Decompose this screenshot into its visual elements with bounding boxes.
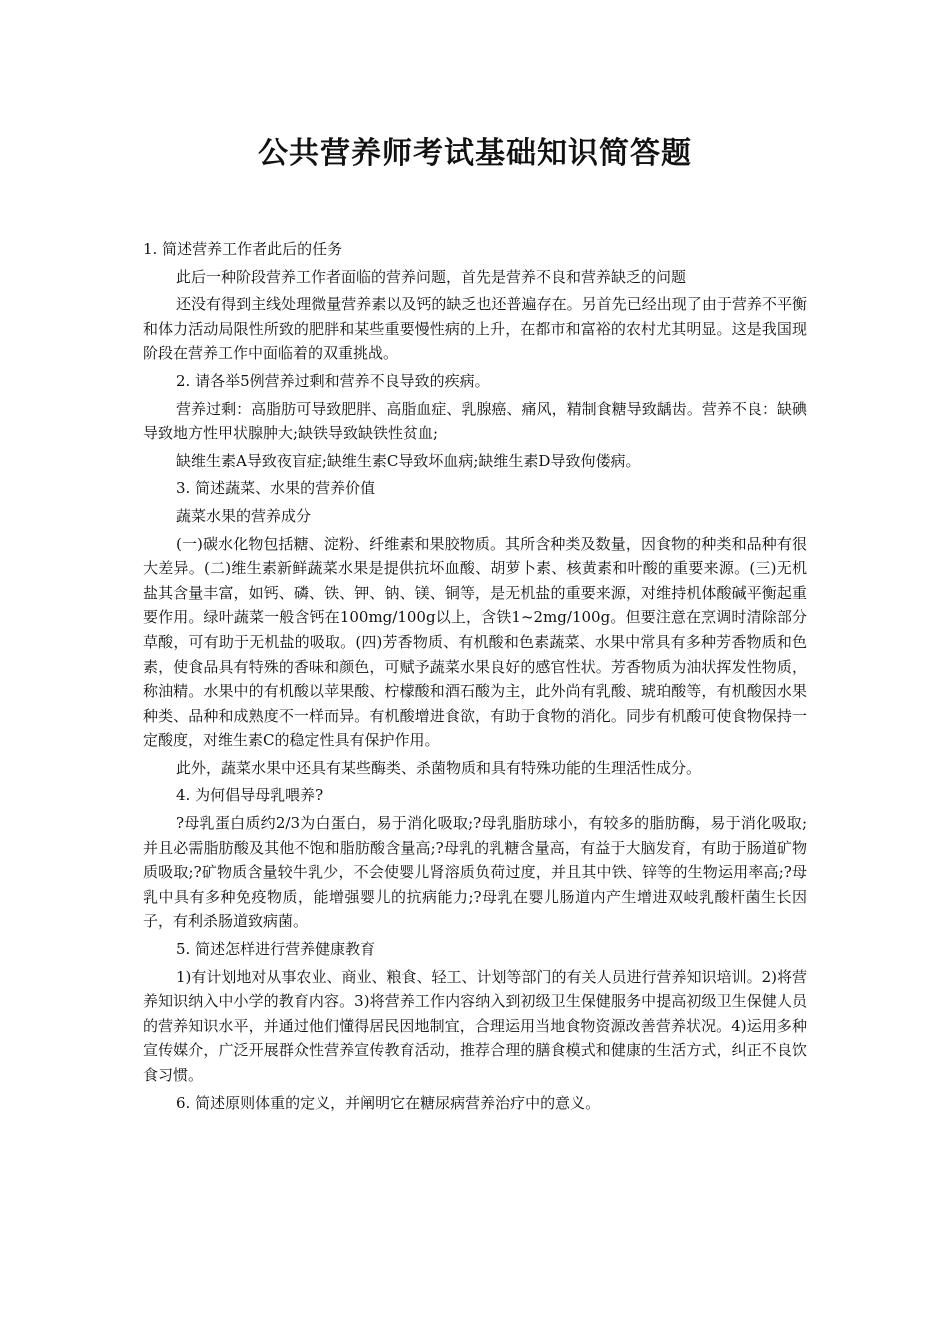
paragraph: 蔬菜水果的营养成分 bbox=[176, 506, 312, 525]
paragraph: 营养过剩：高脂肪可导致肥胖、高脂血症、乳腺癌、痛风，精制食糖导致龋齿。营养不良：缺碘导致地方性甲状腺肿大;缺铁导致缺铁性贫血; bbox=[143, 399, 807, 443]
document-title: 公共营养师考试基础知识简答题 bbox=[258, 136, 692, 171]
question-1-heading: 1. 简述营养工作者此后的任务 bbox=[143, 240, 343, 258]
paragraph: 还没有得到主线处理微量营养素以及钙的缺乏也还普遍存在。另首先已经出现了由于营养不平衡和体力活动局限性所致的肥胖和某些重要慢性病的上升，在都市和富裕的农村尤其明显。这是我国现阶段在营养工作中面临着的双重挑战。 bbox=[143, 295, 807, 363]
question-2-heading: 2. 请各举5例营养过剩和营养不良导致的疾病。 bbox=[176, 371, 490, 390]
paragraph: 此后一种阶段营养工作者面临的营养问题，首先是营养不良和营养缺乏的问题 bbox=[176, 267, 687, 286]
paragraph: (一)碳水化物包括糖、淀粉、纤维素和果胶物质。其所含种类及数量，因食物的种类和品种有很大差异。(二)维生素新鲜蔬菜水果是提供抗坏血酸、胡萝卜素、核黄素和叶酸的重要来源。(三)无机盐其含量丰富，如钙、磷、铁、钾、钠、镁、铜等，是无机盐的重要来源，对维持机体酸碱平衡起重要作用。绿叶蔬菜一般含钙在100mg/100g以上，含铁1~2mg/100g。但要注意在烹调时清除部分草酸，可有助于无机盐的吸取。(四)芳香物质、有机酸和色素蔬菜、水果中常具有多种芳香物质和色素，使食品具有特殊的香味和颜色，可赋予蔬菜水果良好的感官性状。芳香物质为油状挥发性物质，称油精。水果中的有机酸以苹果酸、柠檬酸和酒石酸为主，此外尚有乳酸、琥珀酸等，有机酸因水果种类、品种和成熟度不一样而异。有机酸增进食欲，有助于食物的消化。同步有机酸可使食物保持一定酸度，对维生素C的稳定性具有保护作用。 bbox=[143, 534, 807, 750]
question-5-heading: 5. 简述怎样进行营养健康教育 bbox=[176, 940, 376, 959]
paragraph: ?母乳蛋白质约2/3为白蛋白，易于消化吸取;?母乳脂肪球小，有较多的脂肪酶，易于消化吸取;并且必需脂肪酸及其他不饱和脂肪酸含量高;?母乳的乳糖含量高，有益于大脑发育，有助于肠道矿物质吸取;?矿物质含量较牛乳少，不会使婴儿肾溶质负荷过度，并且其中铁、锌等的生物运用率高;?母乳中具有多种免疫物质，能增强婴儿的抗病能力;?母乳在婴儿肠道内产生增进双岐乳酸杆菌生长因子，有利杀肠道致病菌。 bbox=[143, 814, 807, 931]
question-4-heading: 4. 为何倡导母乳喂养? bbox=[176, 786, 324, 805]
paragraph: 1)有计划地对从事农业、商业、粮食、轻工、计划等部门的有关人员进行营养知识培训。2)将营养知识纳入中小学的教育内容。3)将营养工作内容纳入到初级卫生保健服务中提高初级卫生保健人员的营养知识水平，并通过他们懂得居民因地制宜，合理运用当地食物资源改善营养状况。4)运用多种宣传媒介，广泛开展群众性营养宣传教育活动，推荐合理的膳食模式和健康的生活方式，纠正不良饮食习惯。 bbox=[143, 967, 807, 1084]
question-3-heading: 3. 简述蔬菜、水果的营养价值 bbox=[176, 479, 376, 498]
paragraph: 此外，蔬菜水果中还具有某些酶类、杀菌物质和具有特殊功能的生理活性成分。 bbox=[176, 758, 702, 777]
question-6-heading: 6. 简述原则体重的定义，并阐明它在糖尿病营养治疗中的意义。 bbox=[176, 1093, 601, 1112]
paragraph: 缺维生素A导致夜盲症;缺维生素C导致坏血病;缺维生素D导致佝偻病。 bbox=[176, 451, 641, 470]
document-body bbox=[143, 237, 807, 1118]
